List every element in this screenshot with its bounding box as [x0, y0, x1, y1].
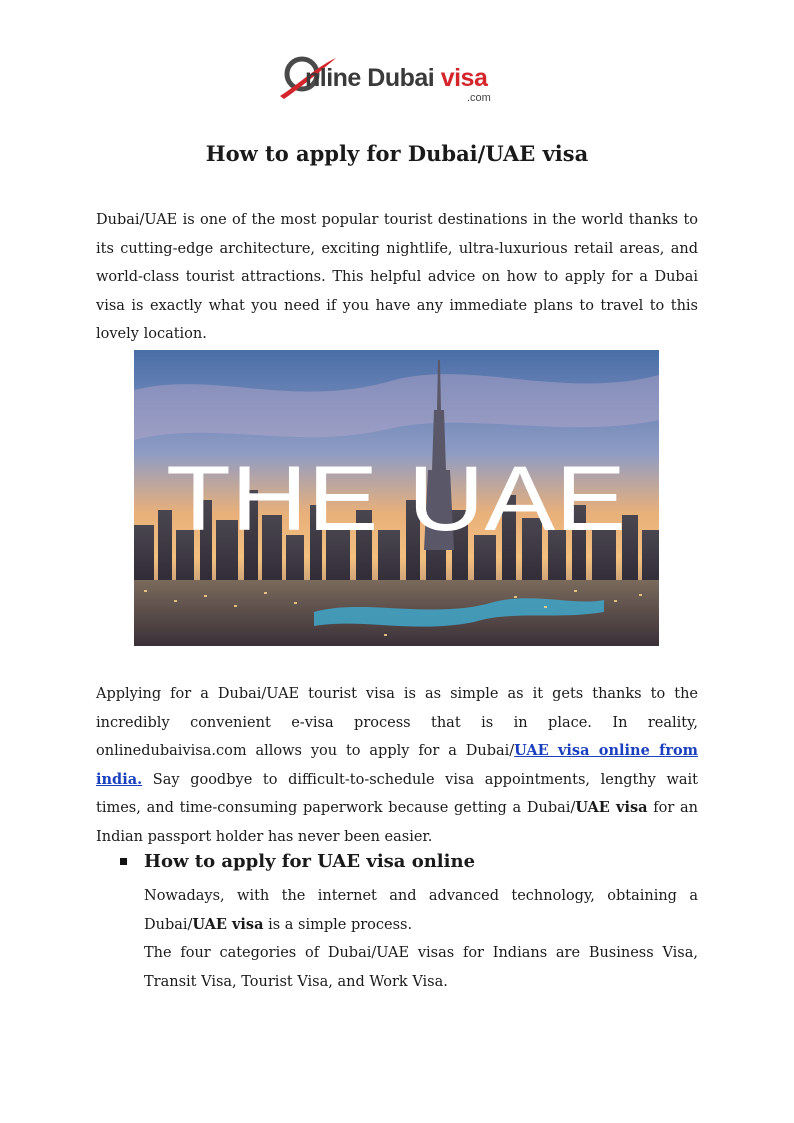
logo-visa: visa: [440, 64, 488, 92]
hero-overlay-text: THE UAE: [166, 448, 626, 550]
para2-text-3: for an Indian passport holder has never been easier.: [96, 800, 698, 845]
logo-nline: nline: [305, 64, 361, 92]
section-bold: UAE visa: [192, 915, 264, 933]
section-paragraph: [144, 882, 698, 996]
para2-text-2: Say goodbye to difficult-to-schedule visa appointments, lengthy wait times, and time-consuming paperwork because getting a Dubai/: [96, 771, 698, 816]
section-heading: How to apply for UAE visa online: [144, 851, 476, 872]
intro-paragraph: Dubai/UAE is one of the most popular tourist destinations in the world thanks to its cutting-edge architecture, exciting nightlife, ultra-luxurious retail areas, and world-class tourist attractions. This helpful advice on how to apply for a Dubai visa is exactly what you need if you have any immediate plans to travel to this lovely location.: [96, 212, 698, 342]
para2-text-1: Applying for a Dubai/UAE tourist visa is as simple as it gets thanks to the incredibly convenient e-visa process that is in place. In reality, onlinedubaivisa.com allows you to apply for a Dubai/: [96, 686, 698, 759]
tourist-visa-paragraph: [96, 680, 698, 851]
logo-dubai: Dubai: [367, 64, 435, 92]
page-title: How to apply for Dubai/UAE visa: [205, 141, 589, 166]
hero-image: [134, 350, 659, 646]
logo-dotcom: .com: [467, 92, 491, 104]
section-text-3: The four categories of Dubai/UAE visas for Indians are Business Visa, Transit Visa, Tourist Visa, and Work Visa.: [144, 945, 698, 990]
section-text-2: is a simple process.: [263, 916, 413, 933]
section-text-1: Nowadays, with the internet and advanced technology, obtaining a Dubai/: [144, 888, 698, 933]
uae-visa-online-link[interactable]: UAE visa online from india: [96, 742, 699, 788]
logo-wordmark: [305, 64, 487, 93]
site-logo[interactable]: [278, 52, 518, 110]
link-period[interactable]: .: [137, 770, 143, 788]
square-bullet-icon: [120, 858, 127, 865]
para2-bold: UAE visa: [575, 799, 648, 816]
